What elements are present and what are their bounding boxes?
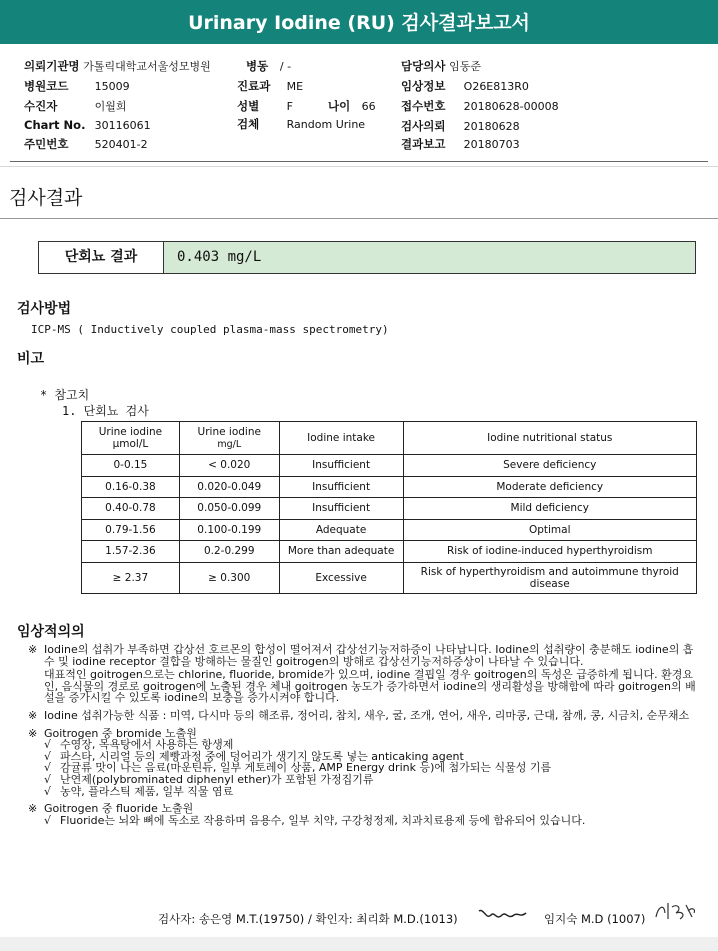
- accession-field: 접수번호 20180628-00008: [401, 99, 559, 113]
- remarks-title: 비고: [17, 351, 45, 367]
- list-item: √ 감귤류 맛이 나는 음료(마운틴듀, 일부 게토레이 상품, AMP Energy drink 등)에 첨가되는 식물성 기름: [44, 761, 552, 775]
- reference-subtitle: 1. 단회뇨 검사: [62, 404, 149, 418]
- age-field: 나이 66: [328, 99, 376, 113]
- clinical-info-field: 임상정보 O26E813R0: [401, 79, 529, 93]
- director-signature-mark: [652, 897, 698, 925]
- list-item: √ 수영장, 목욕탕에서 사용하는 항생제: [44, 738, 234, 752]
- results-divider: [0, 218, 718, 219]
- note-goitrogen: 대표적인 goitrogen으로는 chlorine, fluoride, bromide가 있으며, iodine 결핍일 경우 goitrogen의 독성은 급증하게 됩니다. 환경요인, 음식물의 경로로 goitrogen에 노출된 경우 체내 goitrogen 농도가 증가하면서 iodine의 생리활성을 방해함에 따라 goitrogen의 배설을 증가시킬 수 있도록 iodine의 보충을 증가시켜야 합니다.: [44, 668, 696, 705]
- fluoride-title: ※ Goitrogen 중 fluoride 노출원: [28, 802, 194, 816]
- table-row: ≥ 2.37 ≥ 0.300 Excessive Risk of hyperthyroidism and autoimmune thyroid disease: [82, 562, 697, 593]
- list-item: √ 농약, 플라스틱 제품, 일부 직물 염료: [44, 784, 234, 798]
- table-row: 1.57-2.36 0.2-0.299 More than adequate Risk of iodine-induced hyperthyroidism: [82, 541, 697, 563]
- confirmer-signature-mark: [476, 903, 528, 925]
- list-item: √ 난연제(polybrominated diphenyl ether)가 포함된 가정집기류: [44, 772, 374, 786]
- table-row: 0-0.15 < 0.020 Insufficient Severe deficiency: [82, 455, 697, 477]
- table-header-row: [82, 422, 697, 455]
- reference-table: [81, 421, 697, 594]
- report-title: Urinary Iodine (RU) 검사결과보고서: [0, 0, 718, 44]
- report-date-field: 결과보고 20180703: [401, 137, 520, 151]
- table-row: 0.16-0.38 0.020-0.049 Insufficient Moderate deficiency: [82, 476, 697, 498]
- table-row: 0.40-0.78 0.050-0.099 Insufficient Mild deficiency: [82, 498, 697, 520]
- ward-field: 병동 / -: [246, 59, 292, 73]
- list-item: √ 파스타, 시리얼 등의 제빵과정 중에 덩어리가 생기지 않도록 넣는 anticaking agent: [44, 749, 464, 763]
- department-field: 진료과 ME: [237, 79, 304, 93]
- spot-urine-result: [38, 241, 696, 274]
- table-row: 0.79-1.56 0.100-0.199 Adequate Optimal: [82, 519, 697, 541]
- footer-bar: [0, 937, 718, 951]
- request-date-field: 검사의뢰 20180628: [401, 119, 520, 133]
- clinical-title: 임상적의의: [17, 624, 85, 640]
- col-umol-header: Urine iodine μmol/L: [82, 422, 180, 455]
- chart-no-field: Chart No. 30116061: [24, 118, 151, 132]
- note-iodine-foods: ※ Iodine 섭취가능한 식품 : 미역, 다시마 등의 해조류, 정어리, 참치, 새우, 굴, 조개, 연어, 새우, 리마콩, 근대, 참깨, 콩, 시금치, 순무채소: [28, 708, 690, 722]
- spot-urine-label: 단회뇨 결과: [39, 242, 164, 273]
- spot-urine-value: 0.403 mg/L: [164, 242, 695, 273]
- sex-field: 성별 F: [237, 99, 293, 113]
- tester-signature-text: 검사자: 송은영 M.T.(19750) / 확인자: 최리화 M.D.(1013): [158, 912, 458, 926]
- patient-name-field: 수진자 이월희: [24, 99, 127, 113]
- results-section-title: 검사결과: [9, 187, 83, 209]
- note-iodine-deficiency: ※ Iodine의 섭취가 부족하면 갑상선 호르몬의 합성이 떨어져서 갑상선기능저하증이 나타납니다. Iodine의 섭취량이 충분해도 iodine의 흡수 및 iodine receptor 결합을 방해하는 물질인 goitrogen의 방해로 갑상선기능저하증상이 나타날 수 있습니다.: [28, 643, 694, 668]
- hospital-code-field: 병원코드 15009: [24, 79, 130, 93]
- list-item: √ Fluoride는 뇌와 뼈에 독소로 작용하며 음용수, 일부 치약, 구강청정제, 치과치료용제 등에 함유되어 있습니다.: [44, 813, 586, 827]
- resident-no-field: 주민번호 520401-2: [24, 137, 148, 151]
- header-divider: [10, 161, 708, 162]
- method-title: 검사방법: [17, 301, 72, 317]
- institution-field: 의뢰기관명 가톨릭대학교서울성모병원: [24, 59, 211, 73]
- method-text: ICP-MS ( Inductively coupled plasma-mass spectrometry): [31, 323, 389, 336]
- director-signature-text: 임지숙 M.D (1007): [544, 912, 646, 926]
- col-status-header: Iodine nutritional status: [403, 422, 697, 455]
- bromide-title: ※ Goitrogen 중 bromide 노출원: [28, 726, 197, 740]
- col-intake-header: Iodine intake: [279, 422, 403, 455]
- clinical-notes: [28, 644, 698, 832]
- specimen-field: 검체 Random Urine: [237, 117, 366, 131]
- doctor-field: 담당의사 임동준: [401, 59, 481, 73]
- header-shadow-line: [0, 166, 718, 167]
- reference-title: * 참고치: [40, 388, 90, 402]
- col-mgl-header: Urine iodine mg/L: [179, 422, 279, 455]
